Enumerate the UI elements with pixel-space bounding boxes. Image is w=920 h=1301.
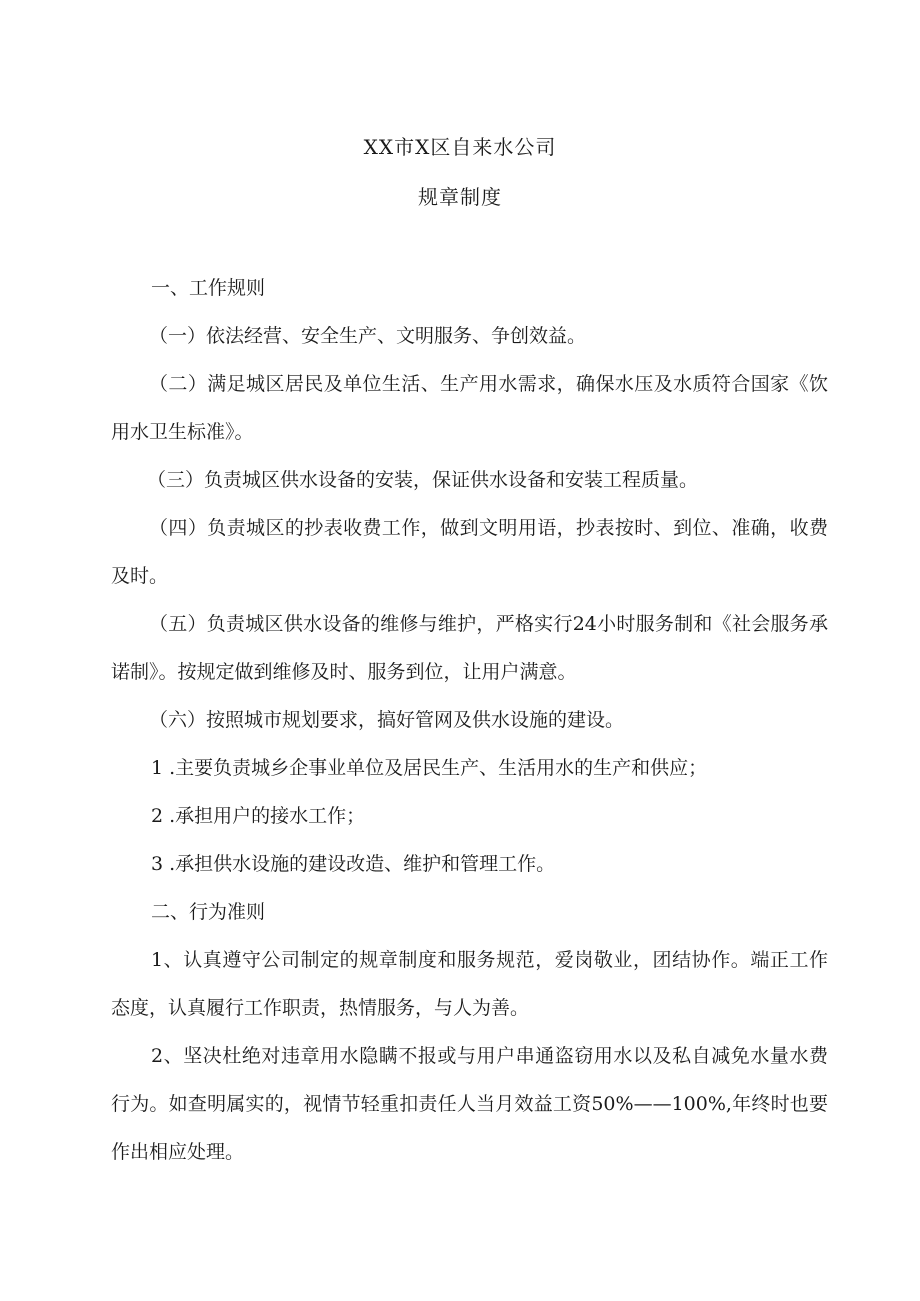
section-heading-2: 二、行为准则 bbox=[151, 901, 266, 923]
list-item-1: 1 .主要负责城乡企事业单位及居民生产、生活用水的生产和供应； bbox=[151, 757, 708, 779]
section-heading-1: 一、工作规则 bbox=[151, 277, 266, 299]
rule-paragraph-5: （五）负责城区供水设备的维修与维护，严格实行24小时服务制和《社会服务承诺制》。按规定做到维修及时、服务到位，让用户满意。 bbox=[111, 613, 828, 683]
document-subtitle: 规章制度 bbox=[418, 185, 502, 209]
rule-paragraph-4: （四）负责城区的抄表收费工作，做到文明用语，抄表按时、到位、准确，收费及时。 bbox=[111, 517, 828, 587]
rule-paragraph-6: （六）按照城市规划要求，搞好管网及供水设施的建设。 bbox=[149, 709, 625, 731]
list-item-2: 2 .承担用户的接水工作； bbox=[151, 805, 366, 827]
rule-paragraph-2: （二）满足城区居民及单位生活、生产用水需求，确保水压及水质符合国家《饮用水卫生标准》。 bbox=[111, 373, 828, 443]
conduct-paragraph-2: 2、坚决杜绝对违章用水隐瞒不报或与用户串通盗窃用水以及私自减免水量水费行为。如查明属实的，视情节轻重扣责任人当月效益工资50%——100%,年终时也要作出相应处理。 bbox=[111, 1045, 828, 1163]
document-title: XX市X区自来水公司 bbox=[363, 135, 557, 159]
rule-paragraph-1: （一）依法经营、安全生产、文明服务、争创效益。 bbox=[149, 325, 587, 347]
conduct-paragraph-1: 1、认真遵守公司制定的规章制度和服务规范，爱岗敬业，团结协作。端正工作态度，认真履行工作职责，热情服务，与人为善。 bbox=[111, 949, 828, 1019]
rule-paragraph-3: （三）负责城区供水设备的安装，保证供水设备和安装工程质量。 bbox=[147, 469, 699, 491]
list-item-3: 3 .承担供水设施的建设改造、维护和管理工作。 bbox=[151, 853, 556, 875]
